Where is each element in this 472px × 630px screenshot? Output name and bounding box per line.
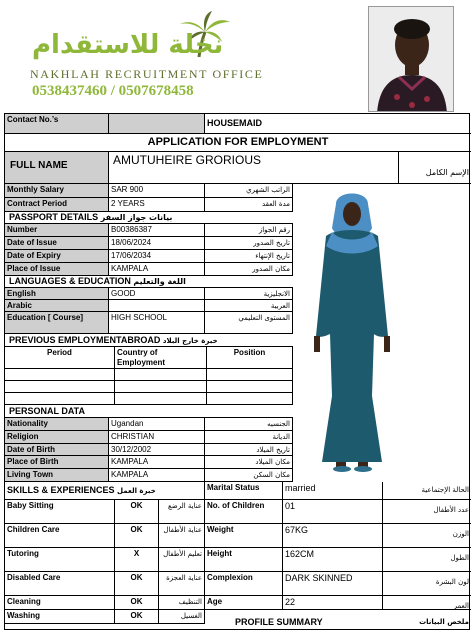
passport-row-3-value (109, 263, 205, 276)
logo-english-text: NAKHLAH RECRUITMENT OFFICE (30, 67, 264, 81)
skill-label-ar-3-text: عناية العجزة (166, 574, 202, 582)
lang-row-0-label (5, 288, 109, 300)
physical-label-3-text: Complexion (207, 573, 253, 582)
contract-row-1-value (109, 198, 205, 212)
personal-row-4-value (109, 469, 205, 482)
skill-label-2 (5, 548, 115, 572)
physical-label-ar-0-text: عدد الأطفال (433, 506, 469, 514)
skill-label-4-text: Cleaning (7, 597, 41, 606)
prev-position-2 (207, 393, 293, 405)
physical-label-0-text: No. of Children (207, 501, 265, 510)
prev-country-0 (115, 369, 207, 381)
contract-row-1-label (5, 198, 109, 212)
contract-row-0-label-ar-text: الراتب الشهري (246, 186, 290, 194)
personal-row-2-value-text: 30/12/2002 (111, 444, 152, 454)
contact-label-cell (5, 114, 109, 134)
previous-heading-text: PREVIOUS EMPLOYMENTABROAD (9, 335, 161, 345)
lang-row-1-value (109, 300, 205, 312)
skills-heading (5, 482, 205, 500)
full-name-value: AMUTUHEIRE GRORIOUS (113, 153, 262, 167)
lang-row-2-value (109, 312, 205, 334)
contract-row-1-label-ar (205, 198, 293, 212)
personal-row-0-value-text: Ugandan (111, 419, 144, 428)
skill-value-1-text: OK (130, 525, 143, 534)
skill-label-ar-2 (159, 548, 205, 572)
lang-row-2-label (5, 312, 109, 334)
skills-heading-text: SKILLS & EXPERIENCES (7, 485, 115, 495)
skill-label-ar-3 (159, 572, 205, 596)
skill-value-5 (115, 610, 159, 624)
personal-row-2-label-ar (205, 444, 293, 457)
personal-heading-text: PERSONAL DATA (9, 406, 86, 416)
marital-value-cell (283, 482, 383, 500)
passport-row-2-value-text: 17/06/2034 (111, 251, 152, 260)
skill-label-ar-0-text: عناية الرضع (168, 502, 202, 510)
skill-label-3-text: Disabled Care (7, 573, 61, 582)
logo-arabic-text: نخلة للاستقدام (32, 30, 224, 60)
passport-row-1-label-text: Date of Issue (7, 238, 57, 247)
personal-row-3-value (109, 456, 205, 469)
skill-label-5-text: Washing (7, 611, 41, 620)
contract-row-1-label-ar-text: مدة العقد (262, 200, 290, 208)
skill-value-2-text: X (133, 549, 140, 558)
personal-row-2-label (5, 444, 109, 457)
lang-row-0-label-text: English (7, 289, 36, 298)
lang-row-2-label-ar (205, 312, 293, 334)
full-body-photo (296, 186, 408, 476)
passport-row-0-label-ar (205, 224, 293, 237)
skill-label-ar-5 (159, 610, 205, 624)
country-col-header (115, 347, 207, 369)
skill-label-1-text: Children Care (7, 525, 60, 534)
passport-row-3-label-ar-text: مكان الصدور (252, 265, 290, 273)
personal-row-2-value (109, 444, 205, 457)
marital-label: Marital Status (207, 483, 260, 492)
personal-row-4-label (5, 469, 109, 482)
physical-label-ar-1 (383, 524, 471, 548)
personal-row-1-value-text: CHRISTIAN (111, 431, 155, 441)
physical-label-1 (205, 524, 283, 548)
personal-row-1-value (109, 431, 205, 444)
personal-row-2-label-ar-text: تاريخ الميلاد (256, 445, 290, 454)
personal-row-0-value (109, 418, 205, 431)
full-name-label-ar: الإسم الكامل (425, 168, 469, 177)
marital-ar-cell (383, 482, 471, 500)
passport-row-1-label-ar-text: تاريخ الصدور (253, 239, 290, 247)
lang-row-1-label-ar (205, 300, 293, 312)
contact-label: Contact No.’s (7, 115, 59, 124)
skill-label-ar-4-text: التنظيف (178, 598, 202, 606)
contract-row-0-value (109, 184, 205, 198)
passport-row-2-label-ar (205, 250, 293, 263)
lang-row-2-label-text: Education [ Course] (7, 313, 84, 322)
phone-numbers: 0538437460 / 0507678458 (32, 83, 194, 99)
physical-label-ar-0 (383, 500, 471, 524)
form-title-text: APPLICATION FOR EMPLOYMENT (147, 136, 329, 148)
physical-value-4 (283, 596, 383, 610)
passport-row-0-value (109, 224, 205, 237)
personal-row-1-label (5, 431, 109, 444)
physical-label-ar-2 (383, 548, 471, 572)
passport-row-3-label-ar (205, 263, 293, 276)
lang-row-1-label (5, 300, 109, 312)
marital-value: married (285, 483, 316, 493)
skill-label-ar-1-text: عناية الأطفال (163, 526, 202, 534)
prev-country-1 (115, 381, 207, 393)
personal-row-3-label-ar (205, 456, 293, 469)
physical-label-4-text: Age (207, 597, 223, 606)
languages-heading (5, 276, 293, 288)
personal-row-1-label-text: Religion (7, 431, 39, 441)
passport-row-0-value-text: B00386387 (111, 225, 152, 234)
skill-label-4 (5, 596, 115, 610)
personal-row-1-label-ar-text: الديانة (272, 432, 290, 441)
contract-row-0-label-text: Monthly Salary (7, 185, 64, 194)
position-value: HOUSEMAID (207, 118, 263, 128)
skill-label-ar-5-text: الغسيل (180, 612, 202, 620)
position-cell (205, 114, 471, 134)
contract-row-0-label (5, 184, 109, 198)
passport-heading-ar: بيانات جواز السفر (100, 213, 173, 222)
previous-heading (5, 335, 293, 347)
skill-value-0-text: OK (130, 501, 143, 510)
physical-value-1-text: 67KG (285, 525, 309, 535)
skill-value-1 (115, 524, 159, 548)
physical-value-2 (283, 548, 383, 572)
physical-label-ar-3 (383, 572, 471, 596)
physical-value-3-text: DARK SKINNED (285, 573, 353, 583)
skill-value-4 (115, 596, 159, 610)
passport-row-3-label (5, 263, 109, 276)
contract-row-1-label-text: Contract Period (7, 199, 68, 208)
contact-value-cell (109, 114, 205, 134)
languages-heading-ar: اللغة والتعليم (133, 277, 186, 286)
contract-row-0-label-ar (205, 184, 293, 198)
skill-label-0-text: Baby Sitting (7, 501, 54, 510)
prev-period-2 (5, 393, 115, 405)
passport-heading-text: PASSPORT DETAILS (9, 212, 99, 222)
prev-period-0 (5, 369, 115, 381)
prev-position-1 (207, 381, 293, 393)
personal-row-3-label-ar-text: مكان الميلاد (255, 458, 290, 467)
skill-label-ar-4 (159, 596, 205, 610)
form-title (5, 134, 471, 152)
skill-label-5 (5, 610, 115, 624)
full-name-label-cell (5, 152, 109, 184)
skill-label-ar-1 (159, 524, 205, 548)
prev-period-1 (5, 381, 115, 393)
personal-row-0-label-ar (205, 418, 293, 431)
languages-heading-text: LANGUAGES & EDUCATION (9, 276, 131, 286)
personal-row-4-label-text: Living Town (7, 470, 54, 480)
passport-row-0-label (5, 224, 109, 237)
skill-label-ar-0 (159, 500, 205, 524)
passport-heading (5, 212, 293, 224)
full-name-ar-cell (399, 152, 471, 184)
skill-label-3 (5, 572, 115, 596)
personal-row-1-label-ar (205, 431, 293, 444)
passport-row-1-value (109, 237, 205, 250)
physical-label-4 (205, 596, 283, 610)
previous-heading-ar: خبرة خارج البلاد (162, 337, 218, 345)
skill-value-3-text: OK (130, 573, 143, 582)
physical-label-2-text: Height (207, 549, 232, 558)
passport-row-0-label-ar-text: رقم الجواز (258, 226, 290, 234)
passport-row-3-label-text: Place of Issue (7, 264, 61, 273)
lang-row-0-label-ar-text: الانجليزية (263, 290, 290, 298)
lang-row-1-label-ar-text: العربية (270, 302, 290, 310)
physical-value-0 (283, 500, 383, 524)
passport-row-2-value (109, 250, 205, 263)
position-col-text: Position (233, 348, 266, 357)
personal-row-4-label-ar (205, 469, 293, 482)
personal-row-0-label-ar-text: الجنسيه (267, 420, 290, 428)
physical-label-ar-3-text: لون البشرة (435, 578, 469, 586)
passport-row-1-value-text: 18/06/2024 (111, 238, 152, 247)
prev-country-2 (115, 393, 207, 405)
skill-value-4-text: OK (130, 597, 143, 606)
lang-row-0-value-text: GOOD (111, 289, 136, 298)
personal-row-4-label-ar-text: مكان السكن (253, 471, 290, 480)
physical-label-1-text: Weight (207, 525, 234, 534)
lang-row-1-label-text: Arabic (7, 301, 32, 310)
physical-label-3 (205, 572, 283, 596)
passport-row-3-value-text: KAMPALA (111, 264, 149, 273)
skill-value-5-text: OK (130, 611, 143, 620)
lang-row-2-value-text: HIGH SCHOOL (111, 313, 168, 322)
position-col-header (207, 347, 293, 369)
profile-summary (205, 614, 471, 630)
physical-label-ar-2-text: الطول (450, 554, 469, 562)
passport-row-2-label-text: Date of Expiry (7, 251, 61, 260)
physical-label-ar-4 (383, 596, 471, 610)
physical-value-4-text: 22 (285, 597, 296, 607)
portrait-photo (368, 6, 454, 112)
marital-label-cell (205, 482, 283, 500)
physical-label-ar-4-text: العمر (453, 602, 469, 610)
physical-value-2-text: 162CM (285, 549, 315, 559)
physical-value-1 (283, 524, 383, 548)
skill-label-2-text: Tutoring (7, 549, 39, 558)
skill-value-0 (115, 500, 159, 524)
skill-label-ar-2-text: تعليم الأطفال (163, 550, 202, 558)
prev-position-0 (207, 369, 293, 381)
physical-label-0 (205, 500, 283, 524)
full-name-value-cell (109, 152, 399, 184)
personal-row-3-label (5, 456, 109, 469)
physical-label-ar-1-text: الوزن (452, 530, 469, 538)
lang-row-2-label-ar-text: المستوى التعليمي (238, 314, 290, 322)
lang-row-0-label-ar (205, 288, 293, 300)
personal-heading (5, 406, 293, 418)
personal-row-3-value-text: KAMPALA (111, 457, 149, 467)
country-col-text: Country of Employment (117, 348, 166, 367)
skill-label-0 (5, 500, 115, 524)
marital-label-ar: الحالة الإجتماعية (421, 486, 469, 494)
contract-row-0-value-text: SAR 900 (111, 185, 144, 194)
profile-summary-label: PROFILE SUMMARY (235, 617, 323, 627)
contract-row-1-value-text: 2 YEARS (111, 199, 145, 208)
personal-row-3-label-text: Place of Birth (7, 457, 59, 467)
profile-summary-ar: ملخص البيانات (419, 618, 469, 626)
passport-row-1-label (5, 237, 109, 250)
skill-label-1 (5, 524, 115, 548)
full-name-label: FULL NAME (10, 160, 68, 171)
skill-value-3 (115, 572, 159, 596)
passport-row-0-label-text: Number (7, 225, 38, 234)
period-col-header (5, 347, 115, 369)
personal-row-0-label-text: Nationality (7, 419, 48, 428)
passport-row-1-label-ar (205, 237, 293, 250)
personal-row-0-label (5, 418, 109, 431)
passport-row-2-label (5, 250, 109, 263)
physical-label-2 (205, 548, 283, 572)
personal-row-2-label-text: Date of Birth (7, 444, 55, 454)
lang-row-0-value (109, 288, 205, 300)
physical-value-0-text: 01 (285, 501, 296, 511)
passport-row-2-label-ar-text: تاريخ الإنتهاء (255, 252, 290, 260)
physical-value-3 (283, 572, 383, 596)
personal-row-4-value-text: KAMPALA (111, 470, 149, 480)
period-col-text: Period (47, 348, 72, 357)
skill-value-2 (115, 548, 159, 572)
skills-heading-ar: خبرة العمل (117, 487, 156, 495)
